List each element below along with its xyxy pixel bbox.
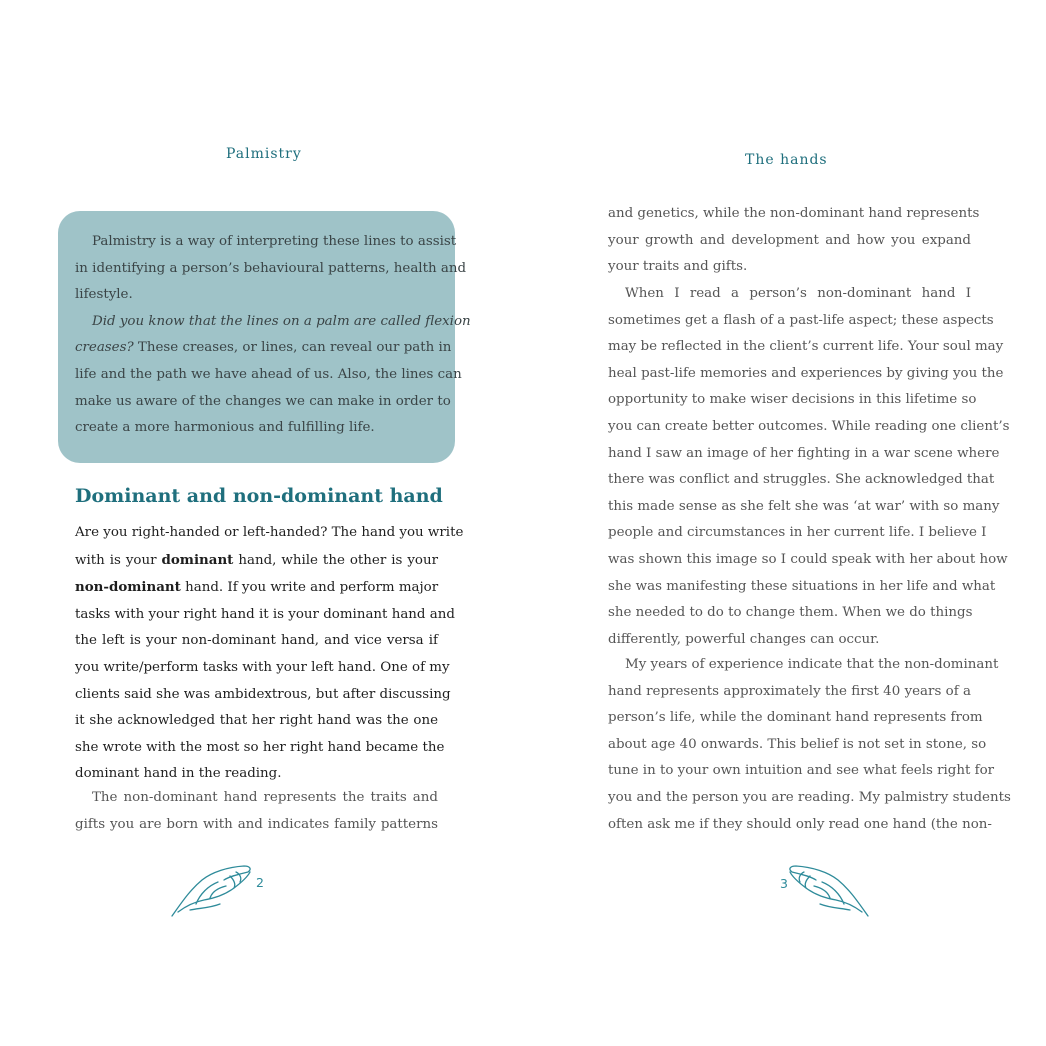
text-line: dominant hand in the reading. [75, 766, 282, 782]
text-line: was shown this image so I could speak with her about how [608, 551, 1008, 567]
body-paragraph [608, 281, 1010, 653]
callout-italic: creases? [75, 340, 134, 356]
body-paragraph [608, 201, 980, 281]
bold-term: dominant [161, 551, 234, 568]
text-line: gifts you are born with and indicates family patterns [75, 816, 438, 832]
callout-text [75, 229, 471, 442]
text-line: it she acknowledged that her right hand was the one [75, 713, 438, 729]
text-line: Are you right-handed or left-handed? The hand you write [75, 525, 464, 540]
text-line: this made sense as she felt she was ‘at war’ with so many [608, 498, 1000, 514]
text-line: tune in to your own intuition and see what feels right for [608, 763, 995, 779]
text-line [75, 547, 438, 575]
text-run: hand. If you write and perform major [180, 580, 439, 596]
text-line: person’s life, while the dominant hand represents from [608, 710, 983, 726]
text-line: there was conflict and struggles. She acknowledged that [608, 472, 995, 488]
text-line: your growth and development and how you expand [608, 232, 971, 248]
text-line: about age 40 onwards. This belief is not set in stone, so [608, 736, 987, 752]
text-line: may be reflected in the client’s current life. Your soul may [608, 339, 1004, 355]
text-line [75, 574, 438, 602]
text-line: the left is your non-dominant hand, and vice versa if [75, 633, 438, 649]
section-heading: Dominant and non-dominant hand [75, 485, 443, 507]
running-head-right: The hands [745, 152, 828, 168]
text-run: hand, while the other is your [233, 552, 438, 568]
page-number: 2 [256, 875, 264, 890]
body-paragraph [75, 785, 438, 838]
text-line: differently, powerful changes can occur. [608, 631, 880, 647]
text-line: often ask me if they should only read one hand (the non- [608, 816, 992, 832]
body-paragraph [608, 652, 1011, 838]
text-line: When I read a person’s non-dominant hand I [625, 286, 971, 301]
callout-line: in identifying a person’s behavioural patterns, health and [75, 260, 467, 276]
text-line: clients said she was ambidextrous, but after discussing [75, 686, 451, 702]
text-line: she wrote with the most so her right hand became the [75, 739, 445, 755]
callout-line [75, 335, 452, 362]
text-line: The non-dominant hand represents the traits and [92, 790, 438, 805]
page-number: 3 [780, 876, 788, 891]
text-line: people and circumstances in her current life. I believe I [608, 525, 987, 541]
callout-line: create a more harmonious and fulfilling life. [75, 420, 375, 436]
callout-text-run: These creases, or lines, can reveal our path in [133, 340, 452, 356]
running-head-left: Palmistry [226, 146, 302, 162]
text-line: sometimes get a flash of a past-life aspect; these aspects [608, 312, 994, 328]
text-line: your traits and gifts. [608, 259, 748, 275]
text-line: you write/perform tasks with your left hand. One of my [75, 659, 450, 675]
text-line: and genetics, while the non-dominant hand represents [608, 206, 980, 221]
callout-line: Palmistry is a way of interpreting these lines to assist [92, 234, 457, 249]
callout-line: make us aware of the changes we can make in order to [75, 393, 451, 409]
text-line: you can create better outcomes. While reading one client’s [608, 418, 1010, 434]
text-line: My years of experience indicate that the non-dominant [625, 657, 999, 672]
text-line: she needed to do to change them. When we do things [608, 605, 973, 621]
hand-line-art-icon [170, 862, 254, 918]
text-line: tasks with your right hand it is your dominant hand and [75, 606, 455, 622]
callout-line: life and the path we have ahead of us. Also, the lines can [75, 366, 462, 382]
text-line: opportunity to make wiser decisions in this lifetime so [608, 392, 977, 408]
bold-term: non-dominant [75, 579, 181, 596]
callout-line: lifestyle. [75, 287, 133, 303]
callout-line [75, 309, 471, 336]
body-paragraph [75, 520, 464, 788]
text-line: hand represents approximately the first 40 years of a [608, 683, 971, 699]
text-line: she was manifesting these situations in her life and what [608, 578, 996, 594]
text-run: with is your [75, 552, 162, 568]
right-page [523, 0, 1046, 1046]
hand-line-art-icon [786, 862, 870, 918]
text-line: heal past-life memories and experiences by giving you the [608, 365, 1004, 381]
text-line: you and the person you are reading. My palmistry students [608, 789, 1011, 805]
callout-italic: Did you know that the lines on a palm are called flexion [92, 313, 471, 329]
callout-box [58, 211, 471, 463]
text-line: hand I saw an image of her fighting in a war scene where [608, 445, 1000, 461]
